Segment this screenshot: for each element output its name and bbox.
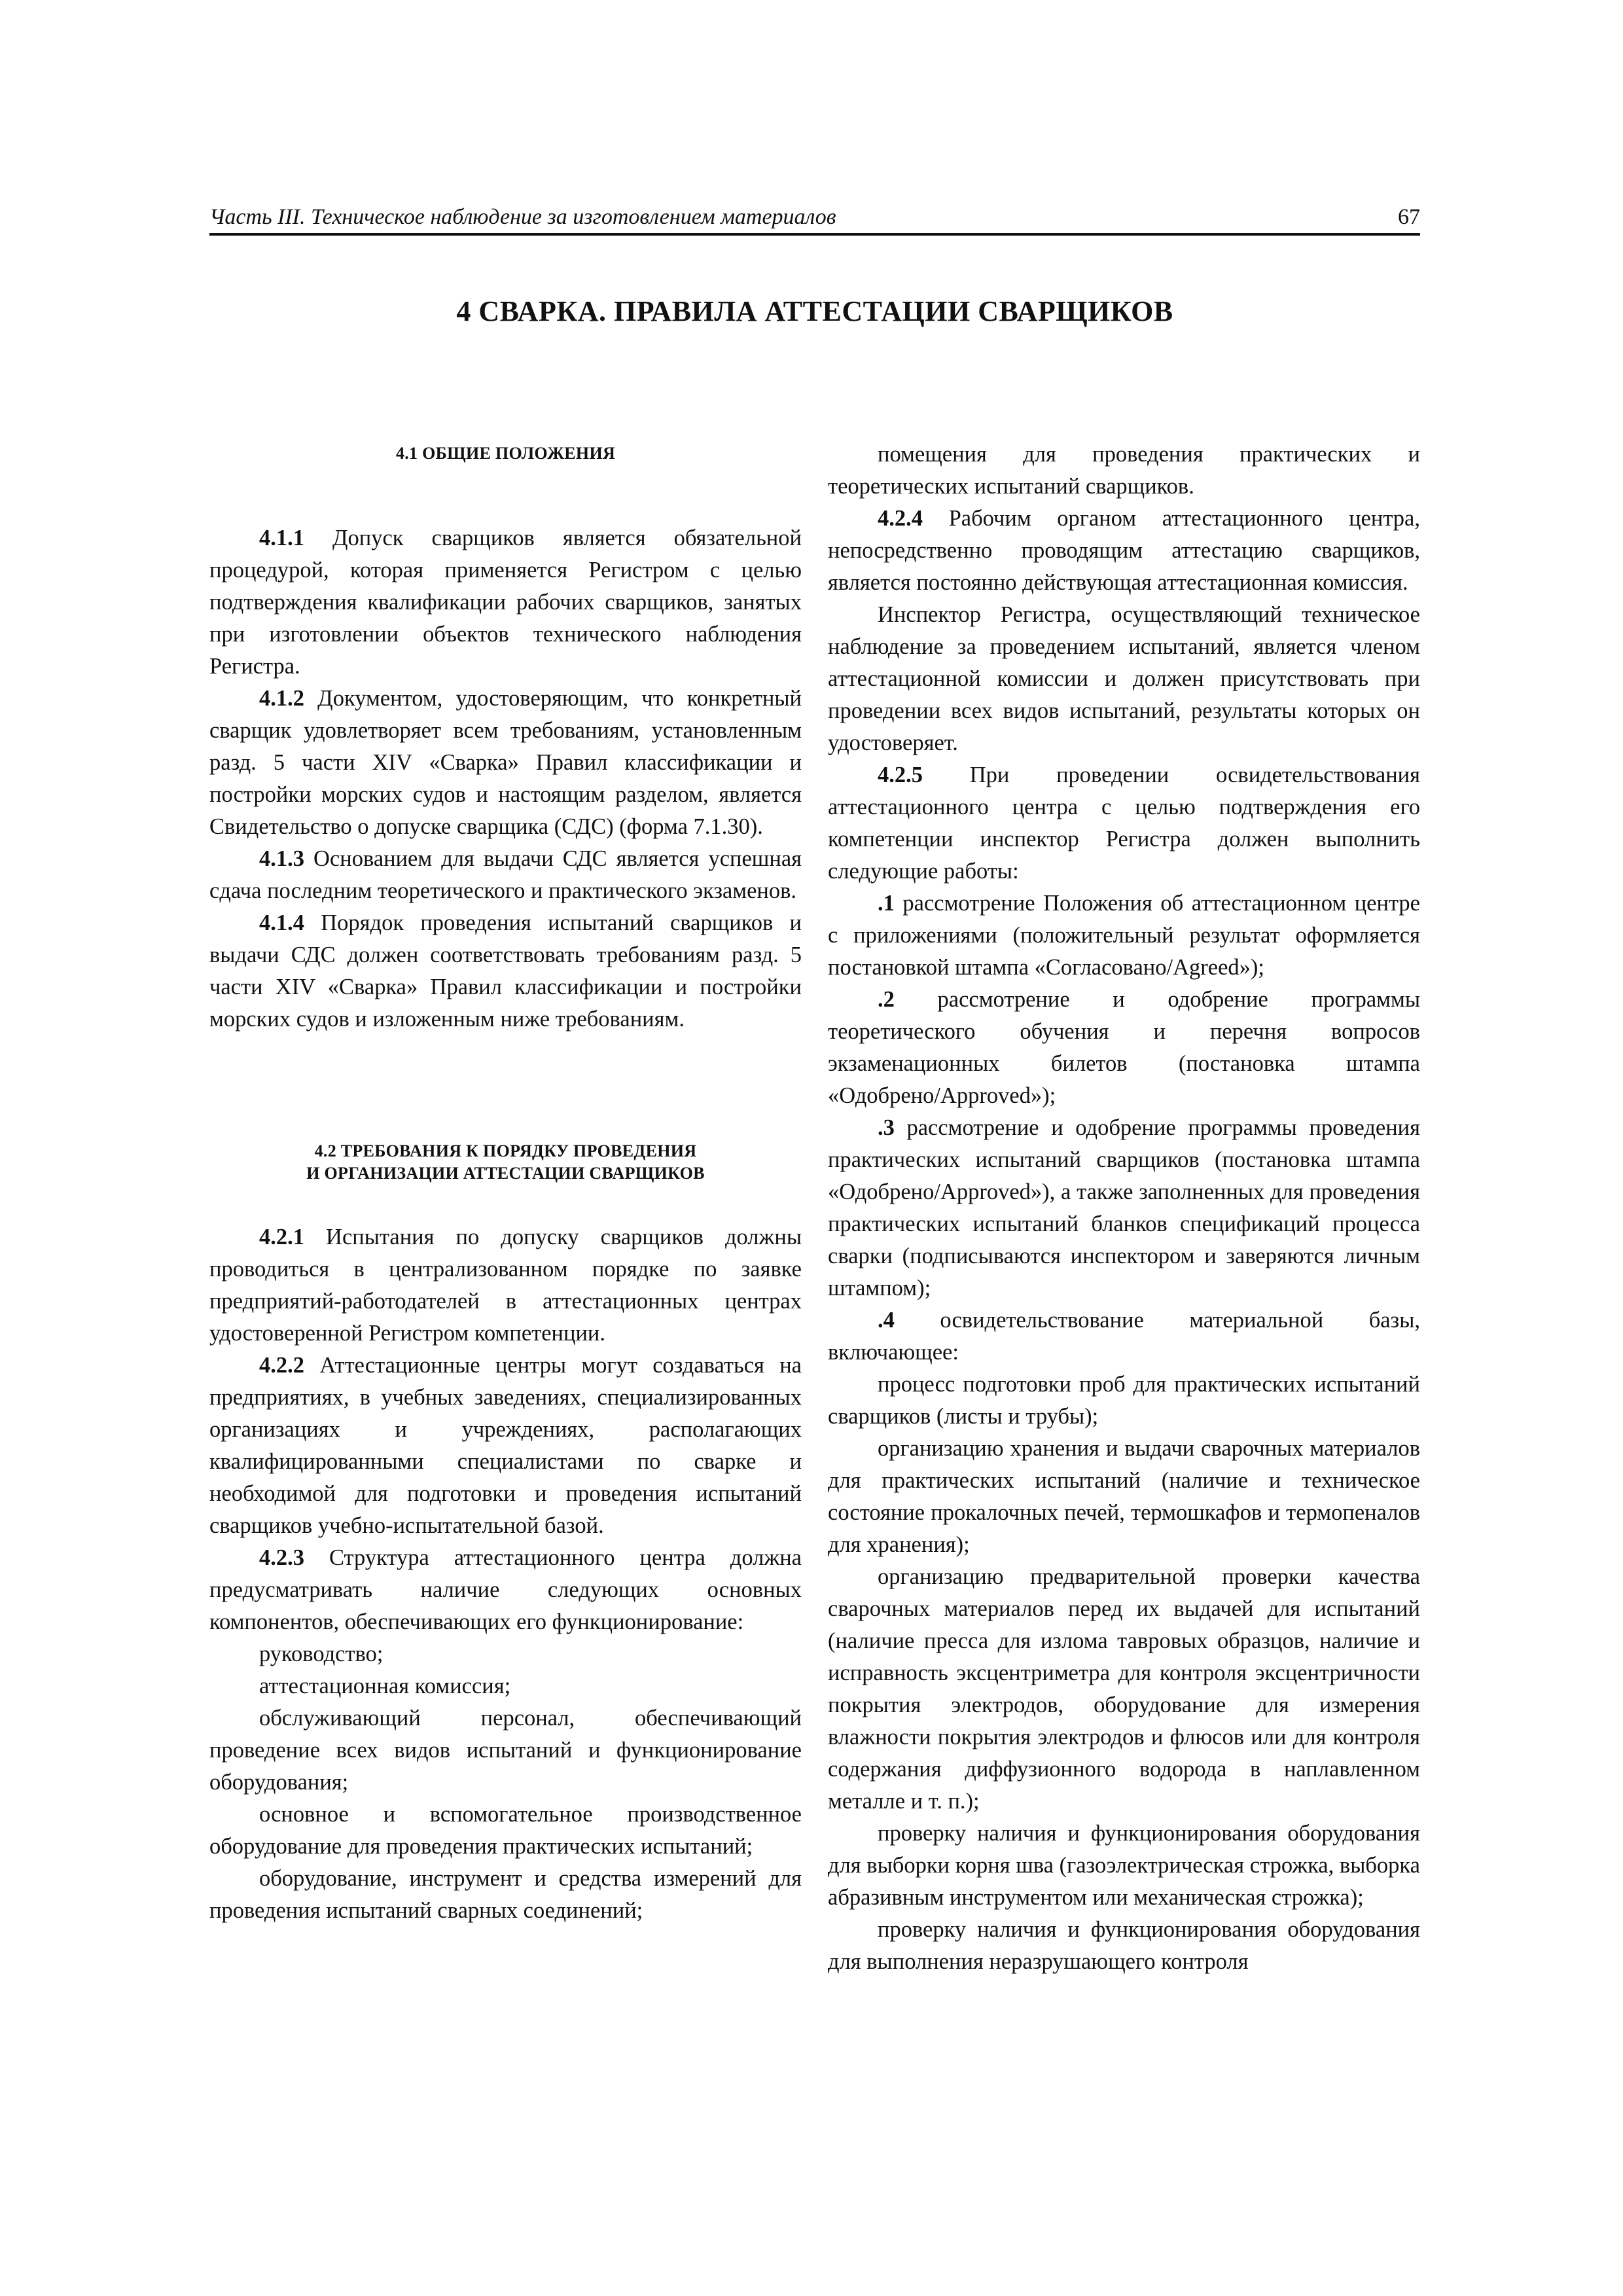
continuation-paragraph: помещения для проведения практических и теоретических испытаний сварщиков. [828,442,1420,499]
clause-text: Структура аттестационного центра должна предусматривать наличие следующих основных компонентов, обеспечивающих его функционирование: [209,1545,802,1634]
clause-text: Основанием для выдачи СДС является успешная сдача последним теоретического и практического экзаменов. [209,846,802,903]
paragraph-4-2-4 [828,503,1420,599]
clause-number: 4.2.2 [259,1353,304,1378]
sub-item: проверку наличия и функционирования оборудования для выборки корня шва (газоэлектрическая строжка, выборка абразивным инструментом или механическая строжка); [828,1821,1420,1910]
header-rule [209,233,1420,236]
list-item: руководство; [259,1641,383,1666]
work-item-1 [828,888,1420,984]
chapter-title: 4 СВАРКА. ПРАВИЛА АТТЕСТАЦИИ СВАРЩИКОВ [456,295,1173,327]
paragraph-4-2-3 [209,1542,802,1638]
section-heading-line: 4.2 ТРЕБОВАНИЯ К ПОРЯДКУ ПРОВЕДЕНИЯ [314,1141,697,1160]
item-text: рассмотрение Положения об аттестационном центре с приложениями (положительный результат оформляется постановкой штампа «Согласовано/Agreed»); [828,891,1420,980]
list-item: оборудование, инструмент и средства измерений для проведения испытаний сварных соединений; [209,1866,802,1923]
sub-item: процесс подготовки проб для практических испытаний сварщиков (листы и трубы); [828,1372,1420,1429]
section-heading-4-2 [209,1035,802,1221]
clause-text: Аттестационные центры могут создаваться на предприятиях, в учебных заведениях, специализированных организациях и учреждениях, располагающих квалифицированными специалистами по сварке и необходимой для подготовки и проведения испытаний сварщиков учебно-испытательной базой. [209,1353,802,1538]
paragraph-4-1-1 [209,522,802,683]
sub-item: организацию хранения и выдачи сварочных материалов для практических испытаний (наличие и техническое состояние прокалочных печей, термошкафов и термопеналов для хранения); [828,1436,1420,1557]
item-number: .3 [878,1115,895,1140]
right-column [828,439,1420,1978]
paragraph-4-2-5 [828,759,1420,888]
section-heading-4-1: 4.1 ОБЩИЕ ПОЛОЖЕНИЯ [395,444,616,463]
item-number: .2 [878,987,895,1012]
paragraph-4-2-2 [209,1350,802,1542]
work-item-4 [828,1304,1420,1369]
running-header-title: Часть III. Техническое наблюдение за изготовлением материалов [209,205,836,229]
item-number: .4 [878,1308,895,1333]
paragraph-4-1-3 [209,843,802,907]
clause-text: При проведении освидетельствования аттестационного центра с целью подтверждения его компетенции инспектор Регистра должен выполнить следующие работы: [828,762,1420,884]
work-item-3 [828,1112,1420,1304]
list-item: основное и вспомогательное производственное оборудование для проведения практических испытаний; [209,1802,802,1859]
item-text: освидетельствование материальной базы, включающее: [828,1308,1420,1365]
paragraph-4-1-2 [209,683,802,843]
running-header [209,203,1420,232]
clause-number: 4.1.4 [259,910,304,935]
work-item-2 [828,984,1420,1112]
list-item: аттестационная комиссия; [259,1674,511,1698]
list-item: обслуживающий персонал, обеспечивающий проведение всех видов испытаний и функционирование оборудования; [209,1706,802,1795]
clause-number: 4.1.3 [259,846,304,871]
sub-item: проверку наличия и функционирования оборудования для выполнения неразрушающего контроля [828,1917,1420,1974]
left-column [209,439,802,1927]
clause-text: Порядок проведения испытаний сварщиков и выдачи СДС должен соответствовать требованиям разд. 5 части XIV «Сварка» Правил классификации и постройки морских судов и изложенным ниже требованиям. [209,910,802,1031]
page-number: 67 [1398,205,1420,229]
item-text: рассмотрение и одобрение программы теоретического обучения и перечня вопросов экзаменационных билетов (постановка штампа «Одобрено/Approved»); [828,987,1420,1108]
clause-number: 4.2.1 [259,1225,304,1249]
paragraph-4-2-1 [209,1221,802,1350]
clause-number: 4.2.4 [878,506,923,531]
clause-text: Рабочим органом аттестационного центра, непосредственно проводящим аттестацию сварщиков, является постоянно действующая аттестационная комиссия. [828,506,1420,595]
clause-number: 4.1.1 [259,526,304,550]
sub-item: организацию предварительной проверки качества сварочных материалов перед их выдачей для испытаний (наличие пресса для излома тавровых образцов, наличие и исправность эксцентриметра для контроля эксцентричности покрытия электродов, оборудование для измерения влажности покрытия электродов и флюсов или для контроля содержания диффузионного водорода в наплавленном металле и т. п.); [828,1564,1420,1814]
clause-text: Документом, удостоверяющим, что конкретный сварщик удовлетворяет всем требованиям, установленным разд. 5 части XIV «Сварка» Правил классификации и постройки морских судов и настоящим разделом, является Свидетельство о допуске сварщика (СДС) (форма 7.1.30). [209,686,802,839]
item-number: .1 [878,891,895,916]
paragraph-4-1-4 [209,907,802,1035]
clause-number: 4.2.3 [259,1545,304,1570]
clause-text: Допуск сварщиков является обязательной процедурой, которая применяется Регистром с целью подтверждения квалификации рабочих сварщиков, занятых при изготовлении объектов технического наблюдения Регистра. [209,526,802,679]
section-heading-line: И ОРГАНИЗАЦИИ АТТЕСТАЦИИ СВАРЩИКОВ [306,1164,705,1183]
clause-text: Испытания по допуску сварщиков должны проводиться в централизованном порядке по заявке предприятий-работодателей в аттестационных центрах удостоверенной Регистром компетенции. [209,1225,802,1346]
item-text: рассмотрение и одобрение программы проведения практических испытаний сварщиков (постановка штампа «Одобрено/Approved»), а также заполненных для проведения практических испытаний бланков спецификаций процесса сварки (подписываются инспектором и заверяются личным штампом); [828,1115,1420,1300]
clause-number: 4.2.5 [878,762,923,787]
clause-number: 4.1.2 [259,686,304,711]
paragraph-inspector: Инспектор Регистра, осуществляющий техническое наблюдение за проведением испытаний, является членом аттестационной комиссии и должен присутствовать при проведении всех видов испытаний, результаты которых он удостоверяет. [828,602,1420,755]
